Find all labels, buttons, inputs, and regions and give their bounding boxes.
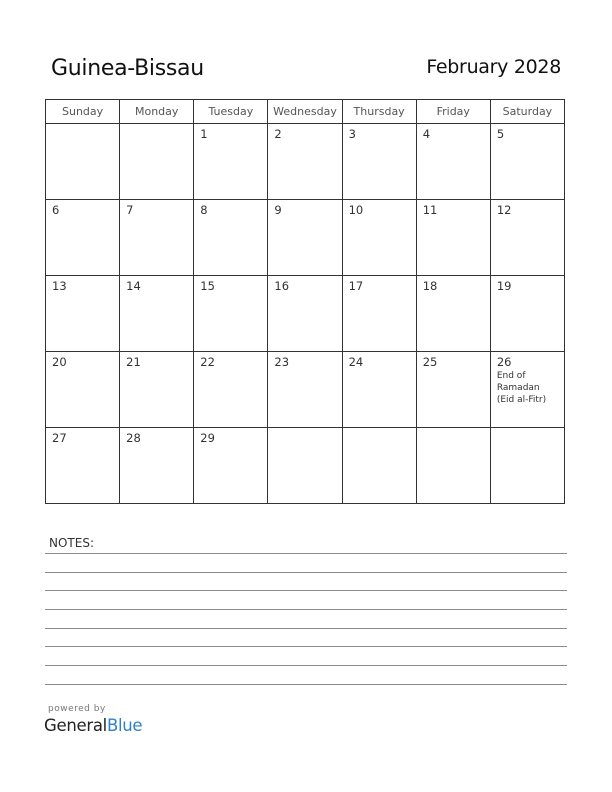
day-number: 14 bbox=[126, 279, 141, 293]
day-cell bbox=[490, 352, 564, 428]
weekday-header-row bbox=[46, 100, 565, 124]
day-cell bbox=[416, 124, 490, 200]
day-number: 2 bbox=[274, 127, 282, 141]
day-number: 13 bbox=[52, 279, 67, 293]
day-number: 29 bbox=[200, 431, 215, 445]
note-line bbox=[45, 646, 567, 647]
day-cell bbox=[120, 200, 194, 276]
note-line bbox=[45, 553, 567, 554]
day-cell bbox=[490, 200, 564, 276]
day-number: 23 bbox=[274, 355, 290, 369]
day-cell bbox=[416, 200, 490, 276]
week-row bbox=[46, 428, 565, 504]
powered-by-text: powered by bbox=[48, 704, 106, 714]
weekday-friday: Friday bbox=[416, 100, 490, 124]
day-cell bbox=[120, 352, 194, 428]
day-number: 6 bbox=[52, 203, 60, 217]
day-cell bbox=[268, 276, 342, 352]
day-cell bbox=[194, 352, 268, 428]
day-cell bbox=[194, 276, 268, 352]
generalblue-logo bbox=[44, 716, 142, 735]
day-cell bbox=[268, 124, 342, 200]
day-number: 5 bbox=[496, 127, 505, 141]
day-number: 4 bbox=[422, 127, 431, 141]
note-line bbox=[45, 590, 567, 591]
weekday-thursday: Thursday bbox=[342, 100, 416, 124]
day-number: 19 bbox=[496, 279, 512, 293]
day-cell bbox=[46, 200, 120, 276]
weekday-saturday: Saturday bbox=[490, 100, 564, 124]
brand-blue: Blue bbox=[106, 716, 143, 735]
day-cell bbox=[194, 124, 268, 200]
notes-label: NOTES: bbox=[49, 536, 94, 550]
day-number: 10 bbox=[348, 203, 364, 217]
day-cell bbox=[268, 200, 342, 276]
day-cell bbox=[120, 124, 194, 200]
note-line bbox=[45, 684, 567, 685]
day-number: 8 bbox=[200, 203, 208, 217]
month-year-title: February 2028 bbox=[426, 56, 561, 78]
day-number: 25 bbox=[422, 355, 438, 369]
week-row bbox=[46, 352, 565, 428]
day-cell bbox=[268, 352, 342, 428]
day-cell bbox=[416, 428, 490, 504]
day-cell bbox=[490, 428, 564, 504]
weekday-tuesday: Tuesday bbox=[194, 100, 268, 124]
weekday-wednesday: Wednesday bbox=[268, 100, 342, 124]
day-number: 7 bbox=[126, 203, 134, 217]
day-cell bbox=[46, 276, 120, 352]
day-number: 17 bbox=[348, 279, 364, 293]
day-cell bbox=[194, 428, 268, 504]
country-title: Guinea-Bissau bbox=[51, 56, 204, 81]
day-cell bbox=[120, 428, 194, 504]
week-row bbox=[46, 200, 565, 276]
calendar-grid bbox=[45, 99, 565, 504]
day-number: 15 bbox=[200, 279, 215, 293]
day-number: 20 bbox=[52, 355, 67, 369]
day-cell bbox=[342, 352, 416, 428]
day-number: 22 bbox=[200, 355, 215, 369]
day-number: 3 bbox=[348, 127, 356, 141]
day-cell bbox=[342, 276, 416, 352]
week-row bbox=[46, 276, 565, 352]
note-line bbox=[45, 665, 567, 666]
day-cell bbox=[490, 276, 564, 352]
day-number: 21 bbox=[126, 355, 141, 369]
day-number: 27 bbox=[52, 431, 67, 445]
day-cell bbox=[46, 124, 120, 200]
day-cell bbox=[490, 124, 564, 200]
day-number: 26 bbox=[496, 355, 512, 369]
note-line bbox=[45, 628, 567, 629]
day-cell bbox=[342, 124, 416, 200]
day-cell bbox=[342, 200, 416, 276]
day-number: 9 bbox=[274, 203, 282, 217]
weekday-sunday: Sunday bbox=[46, 100, 120, 124]
note-line bbox=[45, 609, 567, 610]
day-cell bbox=[194, 200, 268, 276]
brand-general: General bbox=[44, 716, 107, 735]
holiday-label: End of Ramadan (Eid al-Fitr) bbox=[496, 371, 547, 405]
day-number: 28 bbox=[126, 431, 141, 445]
day-number: 16 bbox=[274, 279, 290, 293]
day-cell bbox=[268, 428, 342, 504]
day-cell bbox=[120, 276, 194, 352]
day-cell bbox=[416, 276, 490, 352]
note-line bbox=[45, 572, 567, 573]
day-cell bbox=[46, 352, 120, 428]
day-number: 12 bbox=[496, 203, 512, 217]
weekday-monday: Monday bbox=[120, 100, 194, 124]
day-number: 18 bbox=[422, 279, 438, 293]
day-cell bbox=[416, 352, 490, 428]
day-cell bbox=[46, 428, 120, 504]
day-cell bbox=[342, 428, 416, 504]
day-number: 24 bbox=[348, 355, 364, 369]
day-number: 1 bbox=[200, 127, 208, 141]
week-row bbox=[46, 124, 565, 200]
day-number: 11 bbox=[422, 203, 438, 217]
